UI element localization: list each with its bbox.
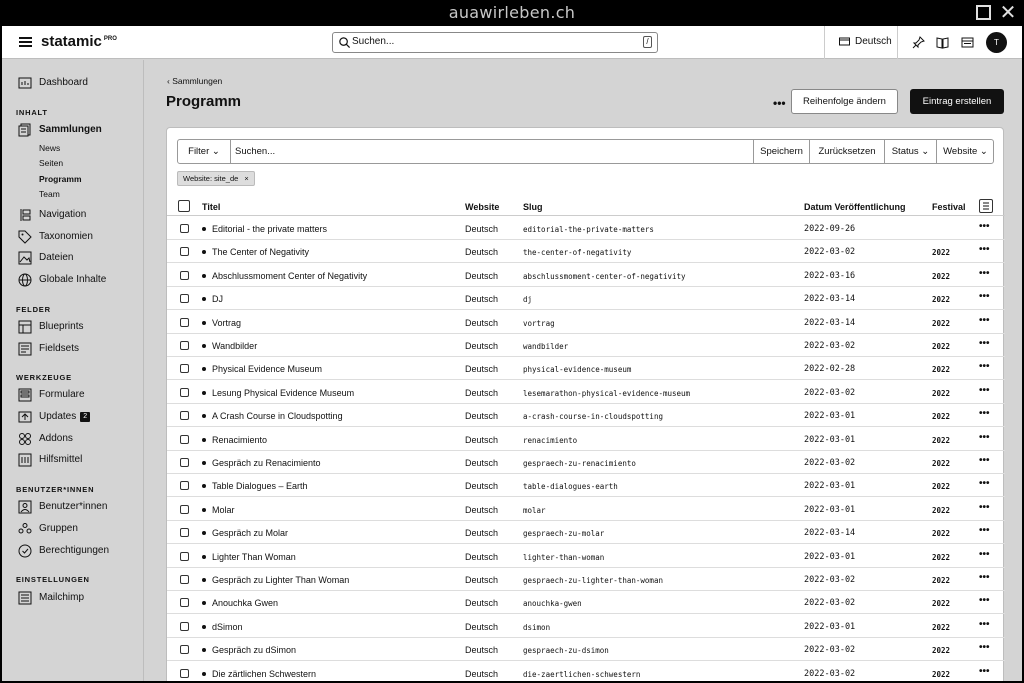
sidebar-sub-news[interactable]: News [39, 143, 61, 153]
status-published-dot [202, 367, 206, 371]
entry-date: 2022-03-01 [804, 434, 856, 445]
entry-date: 2022-03-14 [804, 294, 856, 305]
entry-slug: renacimiento [523, 435, 578, 445]
entry-date: 2022-03-01 [804, 411, 856, 422]
logo-text: statamic [41, 33, 102, 50]
row-actions-button[interactable]: ••• [979, 267, 990, 279]
entry-slug: gespraech-zu-lighter-than-woman [523, 576, 663, 585]
table-row[interactable] [167, 474, 1005, 497]
entry-website: Deutsch [465, 294, 499, 305]
status-published-dot [202, 227, 206, 231]
mailchimp-icon [18, 591, 32, 605]
save-filter-button[interactable]: Speichern [760, 146, 803, 157]
column-slug[interactable]: Slug [523, 202, 543, 212]
utilities-icon [18, 453, 32, 467]
entry-date: 2022-03-02 [804, 458, 856, 468]
entry-slug: table-dialogues-earth [523, 482, 618, 492]
row-actions-button[interactable]: ••• [979, 314, 990, 326]
entry-date: 2022-03-01 [804, 504, 856, 515]
sidebar-item-label: Mailchimp [39, 592, 85, 603]
entry-festival: 2022 [932, 271, 951, 281]
entry-festival: 2022 [932, 248, 951, 258]
sidebar-item-label: Formulare [39, 389, 85, 400]
table-row[interactable] [167, 381, 1005, 404]
row-actions-button[interactable]: ••• [979, 618, 990, 630]
entry-date: 2022-03-02 [804, 645, 856, 656]
entry-slug: a-crash-course-in-cloudspotting [523, 412, 663, 422]
row-checkbox[interactable] [180, 247, 189, 256]
entry-festival: 2022 [932, 388, 951, 398]
entry-festival: 2022 [932, 435, 951, 445]
row-checkbox[interactable] [180, 481, 189, 490]
row-checkbox[interactable] [180, 318, 189, 327]
table-row[interactable] [167, 311, 1005, 334]
status-published-dot [202, 461, 206, 465]
sidebar-item-label: Globale Inhalte [39, 274, 107, 285]
entry-title-link[interactable]: Lesung Physical Evidence Museum [212, 387, 355, 398]
global-search[interactable] [332, 32, 658, 53]
sidebar-sub-seiten[interactable]: Seiten [39, 158, 64, 168]
docs-book-icon[interactable] [936, 36, 949, 49]
entry-title-link[interactable]: Anouchka Gwen [212, 598, 279, 609]
table-row[interactable] [167, 591, 1005, 614]
entry-title-link[interactable]: DJ [212, 294, 223, 305]
view-site-icon[interactable] [961, 36, 974, 49]
entry-festival: 2022 [932, 295, 951, 305]
sidebar-section-settings: EINSTELLUNGEN [16, 575, 90, 584]
entry-website: Deutsch [465, 341, 499, 351]
row-checkbox[interactable] [180, 224, 189, 233]
table-row[interactable] [167, 357, 1005, 380]
row-actions-button[interactable]: ••• [979, 525, 990, 537]
reset-filter-button[interactable]: Zurücksetzen [818, 146, 876, 157]
sidebar-sub-team[interactable]: Team [39, 189, 60, 199]
entry-website: Deutsch [465, 458, 499, 468]
main-content [145, 60, 1022, 681]
site-icon [839, 37, 850, 47]
entry-website: Deutsch [465, 598, 499, 609]
sidebar-item-label: Dateien [39, 252, 74, 263]
entry-title-link[interactable]: Lighter Than Woman [212, 551, 296, 562]
entry-date: 2022-03-01 [804, 621, 856, 632]
sidebar-section-fields: FELDER [16, 305, 51, 314]
row-checkbox[interactable] [180, 575, 189, 584]
entry-website: Deutsch [465, 387, 499, 398]
entry-festival: 2022 [932, 459, 951, 468]
row-checkbox[interactable] [180, 388, 189, 397]
column-website[interactable]: Website [465, 202, 500, 212]
entry-slug: anouchka-gwen [523, 599, 582, 609]
entry-website: Deutsch [465, 317, 499, 328]
sidebar-item-label: Fieldsets [39, 343, 80, 354]
tag-icon [18, 230, 32, 244]
globe-icon [18, 273, 32, 287]
entry-festival: 2022 [932, 669, 951, 679]
entry-website: Deutsch [465, 481, 499, 492]
entry-slug: dj [523, 295, 533, 305]
dashboard-icon [18, 76, 32, 90]
page-title: Programm [166, 93, 242, 110]
entry-website: Deutsch [465, 621, 499, 632]
entry-title-link[interactable]: Gespräch zu Renacimiento [212, 458, 321, 468]
table-row[interactable] [167, 662, 1005, 681]
collections-icon [18, 123, 32, 137]
entry-website: Deutsch [465, 668, 499, 679]
reorder-button[interactable]: Reihenfolge ändern [791, 89, 898, 114]
entry-slug: physical-evidence-museum [523, 365, 632, 375]
create-entry-button[interactable]: Eintrag erstellen [910, 89, 1004, 114]
status-published-dot [202, 391, 206, 395]
entry-slug: the-center-of-negativity [523, 248, 632, 258]
users-icon [18, 500, 32, 514]
row-actions-button[interactable]: ••• [979, 338, 990, 349]
more-actions-button[interactable]: ••• [773, 96, 786, 110]
entry-website: Deutsch [465, 247, 499, 258]
close-icon[interactable]: ✕ [999, 0, 1017, 24]
row-checkbox[interactable] [180, 669, 189, 678]
table-row[interactable] [167, 545, 1005, 568]
table-row[interactable] [167, 217, 1005, 240]
table-row[interactable] [167, 240, 1005, 263]
entry-website: Deutsch [465, 434, 499, 445]
table-row[interactable] [167, 404, 1005, 427]
entry-slug: molar [523, 505, 546, 515]
entry-title-link[interactable]: Die zärtlichen Schwestern [212, 668, 317, 679]
entry-title-link[interactable]: Wandbilder [212, 341, 258, 351]
entry-title-link[interactable]: A Crash Course in Cloudspotting [212, 411, 343, 422]
row-checkbox[interactable] [180, 528, 189, 537]
entry-website: Deutsch [465, 411, 499, 422]
row-checkbox[interactable] [180, 458, 189, 467]
status-published-dot [202, 344, 206, 348]
table-row[interactable] [167, 451, 1005, 474]
entry-slug: dsimon [523, 622, 551, 632]
row-actions-button[interactable]: ••• [979, 361, 990, 373]
entry-title-link[interactable]: The Center of Negativity [212, 247, 310, 258]
row-actions-button[interactable]: ••• [979, 408, 990, 420]
entry-slug: gespraech-zu-renacimiento [523, 459, 636, 468]
status-published-dot [202, 414, 206, 418]
column-festival[interactable]: Festival [932, 202, 966, 212]
row-checkbox[interactable] [180, 645, 189, 654]
row-checkbox[interactable] [180, 505, 189, 514]
entry-date: 2022-02-28 [804, 364, 856, 375]
fieldset-icon [18, 342, 32, 356]
website-dropdown[interactable]: Website ⌄ [943, 146, 988, 157]
table-row[interactable] [167, 638, 1005, 661]
entry-website: Deutsch [465, 504, 499, 515]
entry-date: 2022-03-14 [804, 317, 856, 328]
entry-title-link[interactable]: Gespräch zu Lighter Than Woman [212, 575, 350, 585]
sidebar-item-label: Sammlungen [39, 124, 102, 135]
entry-date: 2022-03-01 [804, 481, 856, 492]
entry-title-link[interactable]: Vortrag [212, 317, 242, 328]
sidebar-section-tools: WERKZEUGE [16, 373, 72, 382]
entry-title-link[interactable]: Renacimiento [212, 434, 268, 445]
status-published-dot [202, 648, 206, 652]
status-dropdown[interactable]: Status ⌄ [891, 146, 930, 157]
table-row[interactable] [167, 287, 1005, 310]
row-checkbox[interactable] [180, 411, 189, 420]
language-label: Deutsch [855, 36, 892, 47]
entry-website: Deutsch [465, 551, 499, 562]
status-published-dot [202, 438, 206, 442]
row-actions-button[interactable]: ••• [979, 572, 990, 583]
entry-slug: lighter-than-woman [523, 552, 605, 562]
active-filter-chip [177, 171, 255, 186]
sidebar-item-label: Gruppen [39, 523, 78, 534]
entry-slug: gespraech-zu-molar [523, 529, 605, 539]
row-actions-button[interactable]: ••• [979, 548, 990, 560]
row-checkbox[interactable] [180, 435, 189, 444]
entry-title-link[interactable]: Editorial - the private matters [212, 224, 328, 234]
row-checkbox[interactable] [180, 341, 189, 350]
entry-festival: 2022 [932, 576, 951, 585]
status-published-dot [202, 531, 206, 535]
row-actions-button[interactable]: ••• [979, 221, 990, 232]
entry-festival: 2022 [932, 482, 951, 492]
sidebar-item-label: Hilfsmittel [39, 454, 83, 465]
entry-festival: 2022 [932, 318, 951, 328]
entry-title-link[interactable]: Gespräch zu Molar [212, 528, 289, 539]
row-checkbox[interactable] [180, 294, 189, 303]
maximize-icon[interactable] [976, 5, 991, 20]
sidebar-sub-programm[interactable]: Programm [39, 174, 82, 184]
entry-slug: editorial-the-private-matters [523, 225, 654, 234]
hamburger-menu-icon[interactable] [19, 37, 32, 47]
sidebar-item-label: Navigation [39, 209, 87, 220]
entry-title-link[interactable]: Gespräch zu dSimon [212, 645, 297, 656]
topbar [2, 26, 1022, 59]
entry-slug: abschlussmoment-center-of-negativity [523, 271, 686, 281]
entry-festival: 2022 [932, 365, 951, 375]
divider [230, 140, 231, 163]
form-icon [18, 388, 32, 402]
search-shortcut-key: / [643, 36, 652, 48]
groups-icon [18, 522, 32, 536]
entry-date: 2022-03-02 [804, 668, 856, 679]
entry-date: 2022-03-02 [804, 247, 856, 258]
updates-label: Updates [39, 411, 77, 422]
entry-title-link[interactable]: dSimon [212, 621, 243, 632]
entry-date: 2022-09-26 [804, 224, 856, 234]
filter-bar [177, 139, 994, 164]
window-title: auawirleben.ch [448, 3, 576, 22]
filter-search-input[interactable]: Suchen... [235, 146, 276, 157]
sidebar-item-label: Berechtigungen [39, 545, 110, 556]
updates-icon [18, 410, 32, 424]
entry-festival: 2022 [932, 552, 951, 562]
breadcrumb[interactable]: ‹ Sammlungen [167, 76, 223, 86]
entry-date: 2022-03-02 [804, 341, 856, 351]
window-titlebar [0, 0, 1024, 26]
sidebar [2, 60, 144, 681]
entry-website: Deutsch [465, 528, 499, 539]
status-published-dot [202, 625, 206, 629]
row-checkbox[interactable] [180, 364, 189, 373]
table-row[interactable] [167, 568, 1005, 591]
table-row[interactable] [167, 521, 1005, 544]
entry-date: 2022-03-02 [804, 387, 856, 398]
row-checkbox[interactable] [180, 598, 189, 607]
table-header [167, 196, 1005, 216]
entry-website: Deutsch [465, 575, 499, 585]
entry-website: Deutsch [465, 645, 499, 656]
entry-slug: die-zaertlichen-schwestern [523, 669, 641, 679]
column-date[interactable]: Datum Veröffentlichung [804, 202, 906, 212]
entry-date: 2022-03-01 [804, 551, 856, 562]
column-settings-icon[interactable] [979, 199, 993, 213]
entry-title-link[interactable]: Table Dialogues – Earth [212, 481, 308, 492]
updates-count-badge: 2 [80, 412, 90, 422]
navigation-icon [18, 208, 32, 222]
entry-title-link[interactable]: Abschlussmoment Center of Negativity [212, 270, 368, 281]
entry-slug: gespraech-zu-dsimon [523, 646, 609, 656]
filter-chip-label: Website: site_de [183, 174, 239, 183]
entry-date: 2022-03-16 [804, 270, 856, 281]
entry-slug: lesemarathon-physical-evidence-museum [523, 388, 691, 398]
sidebar-section-content: INHALT [16, 108, 48, 117]
filter-dropdown[interactable]: Filter ⌄ [188, 146, 220, 157]
row-actions-button[interactable]: ••• [979, 244, 990, 256]
row-actions-button[interactable]: ••• [979, 478, 990, 490]
sidebar-item-label: Addons [39, 433, 73, 444]
entry-festival: 2022 [932, 412, 951, 422]
status-published-dot [202, 250, 206, 254]
entry-slug: vortrag [523, 318, 555, 328]
row-actions-button[interactable]: ••• [979, 291, 990, 303]
entry-festival: 2022 [932, 646, 951, 656]
sidebar-item-label: Benutzer*innen [39, 501, 108, 512]
table-row[interactable] [167, 264, 1005, 287]
sidebar-item-label [39, 411, 90, 422]
entry-title-link[interactable]: Molar [212, 504, 235, 515]
row-actions-button[interactable]: ••• [979, 455, 990, 466]
logo[interactable] [41, 33, 117, 50]
row-actions-button[interactable]: ••• [979, 595, 990, 607]
row-actions-button[interactable]: ••• [979, 642, 990, 654]
entry-festival: 2022 [932, 599, 951, 609]
entry-slug: wandbilder [523, 342, 569, 351]
status-published-dot [202, 601, 206, 605]
row-checkbox[interactable] [180, 622, 189, 631]
entry-date: 2022-03-14 [804, 528, 856, 539]
entry-website: Deutsch [465, 364, 499, 375]
search-placeholder: Suchen... [352, 36, 395, 47]
entry-festival: 2022 [932, 622, 951, 632]
entry-date: 2022-03-02 [804, 575, 856, 585]
status-published-dot [202, 484, 206, 488]
entries-card [166, 127, 1004, 681]
remove-filter-icon[interactable]: × [244, 174, 249, 183]
status-published-dot [202, 578, 206, 582]
entry-festival: 2022 [932, 529, 951, 539]
table-row[interactable] [167, 498, 1005, 521]
row-actions-button[interactable]: ••• [979, 431, 990, 443]
search-icon [338, 36, 351, 49]
table-row[interactable] [167, 334, 1005, 357]
row-actions-button[interactable]: ••• [979, 384, 990, 396]
sidebar-section-users: BENUTZER*INNEN [16, 485, 95, 494]
logo-pro-badge: PRO [103, 36, 117, 42]
status-published-dot [202, 555, 206, 559]
sidebar-item-label: Dashboard [39, 77, 88, 88]
status-published-dot [202, 508, 206, 512]
table-row[interactable] [167, 428, 1005, 451]
language-switcher[interactable] [824, 26, 898, 59]
image-files-icon [18, 251, 32, 265]
pin-icon[interactable] [912, 36, 925, 49]
column-title[interactable]: Titel [202, 202, 221, 212]
entry-website: Deutsch [465, 270, 499, 281]
app [2, 26, 1022, 681]
avatar[interactable]: T [986, 32, 1007, 53]
row-actions-button[interactable]: ••• [979, 665, 990, 677]
status-published-dot [202, 297, 206, 301]
blueprint-icon [18, 320, 32, 334]
entry-festival: 2022 [932, 505, 951, 515]
row-checkbox[interactable] [180, 271, 189, 280]
sidebar-item-label: Taxonomien [39, 231, 93, 242]
status-published-dot [202, 274, 206, 278]
shield-icon [18, 544, 32, 558]
select-all-checkbox[interactable] [178, 200, 190, 212]
status-published-dot [202, 321, 206, 325]
entry-date: 2022-03-02 [804, 598, 856, 609]
entry-festival: 2022 [932, 342, 951, 351]
status-published-dot [202, 672, 206, 676]
entry-title-link[interactable]: Physical Evidence Museum [212, 364, 323, 375]
sidebar-item-label: Blueprints [39, 321, 84, 332]
row-actions-button[interactable]: ••• [979, 501, 990, 513]
addons-icon [18, 432, 32, 446]
entry-website: Deutsch [465, 224, 499, 234]
row-checkbox[interactable] [180, 552, 189, 561]
table-row[interactable] [167, 615, 1005, 638]
